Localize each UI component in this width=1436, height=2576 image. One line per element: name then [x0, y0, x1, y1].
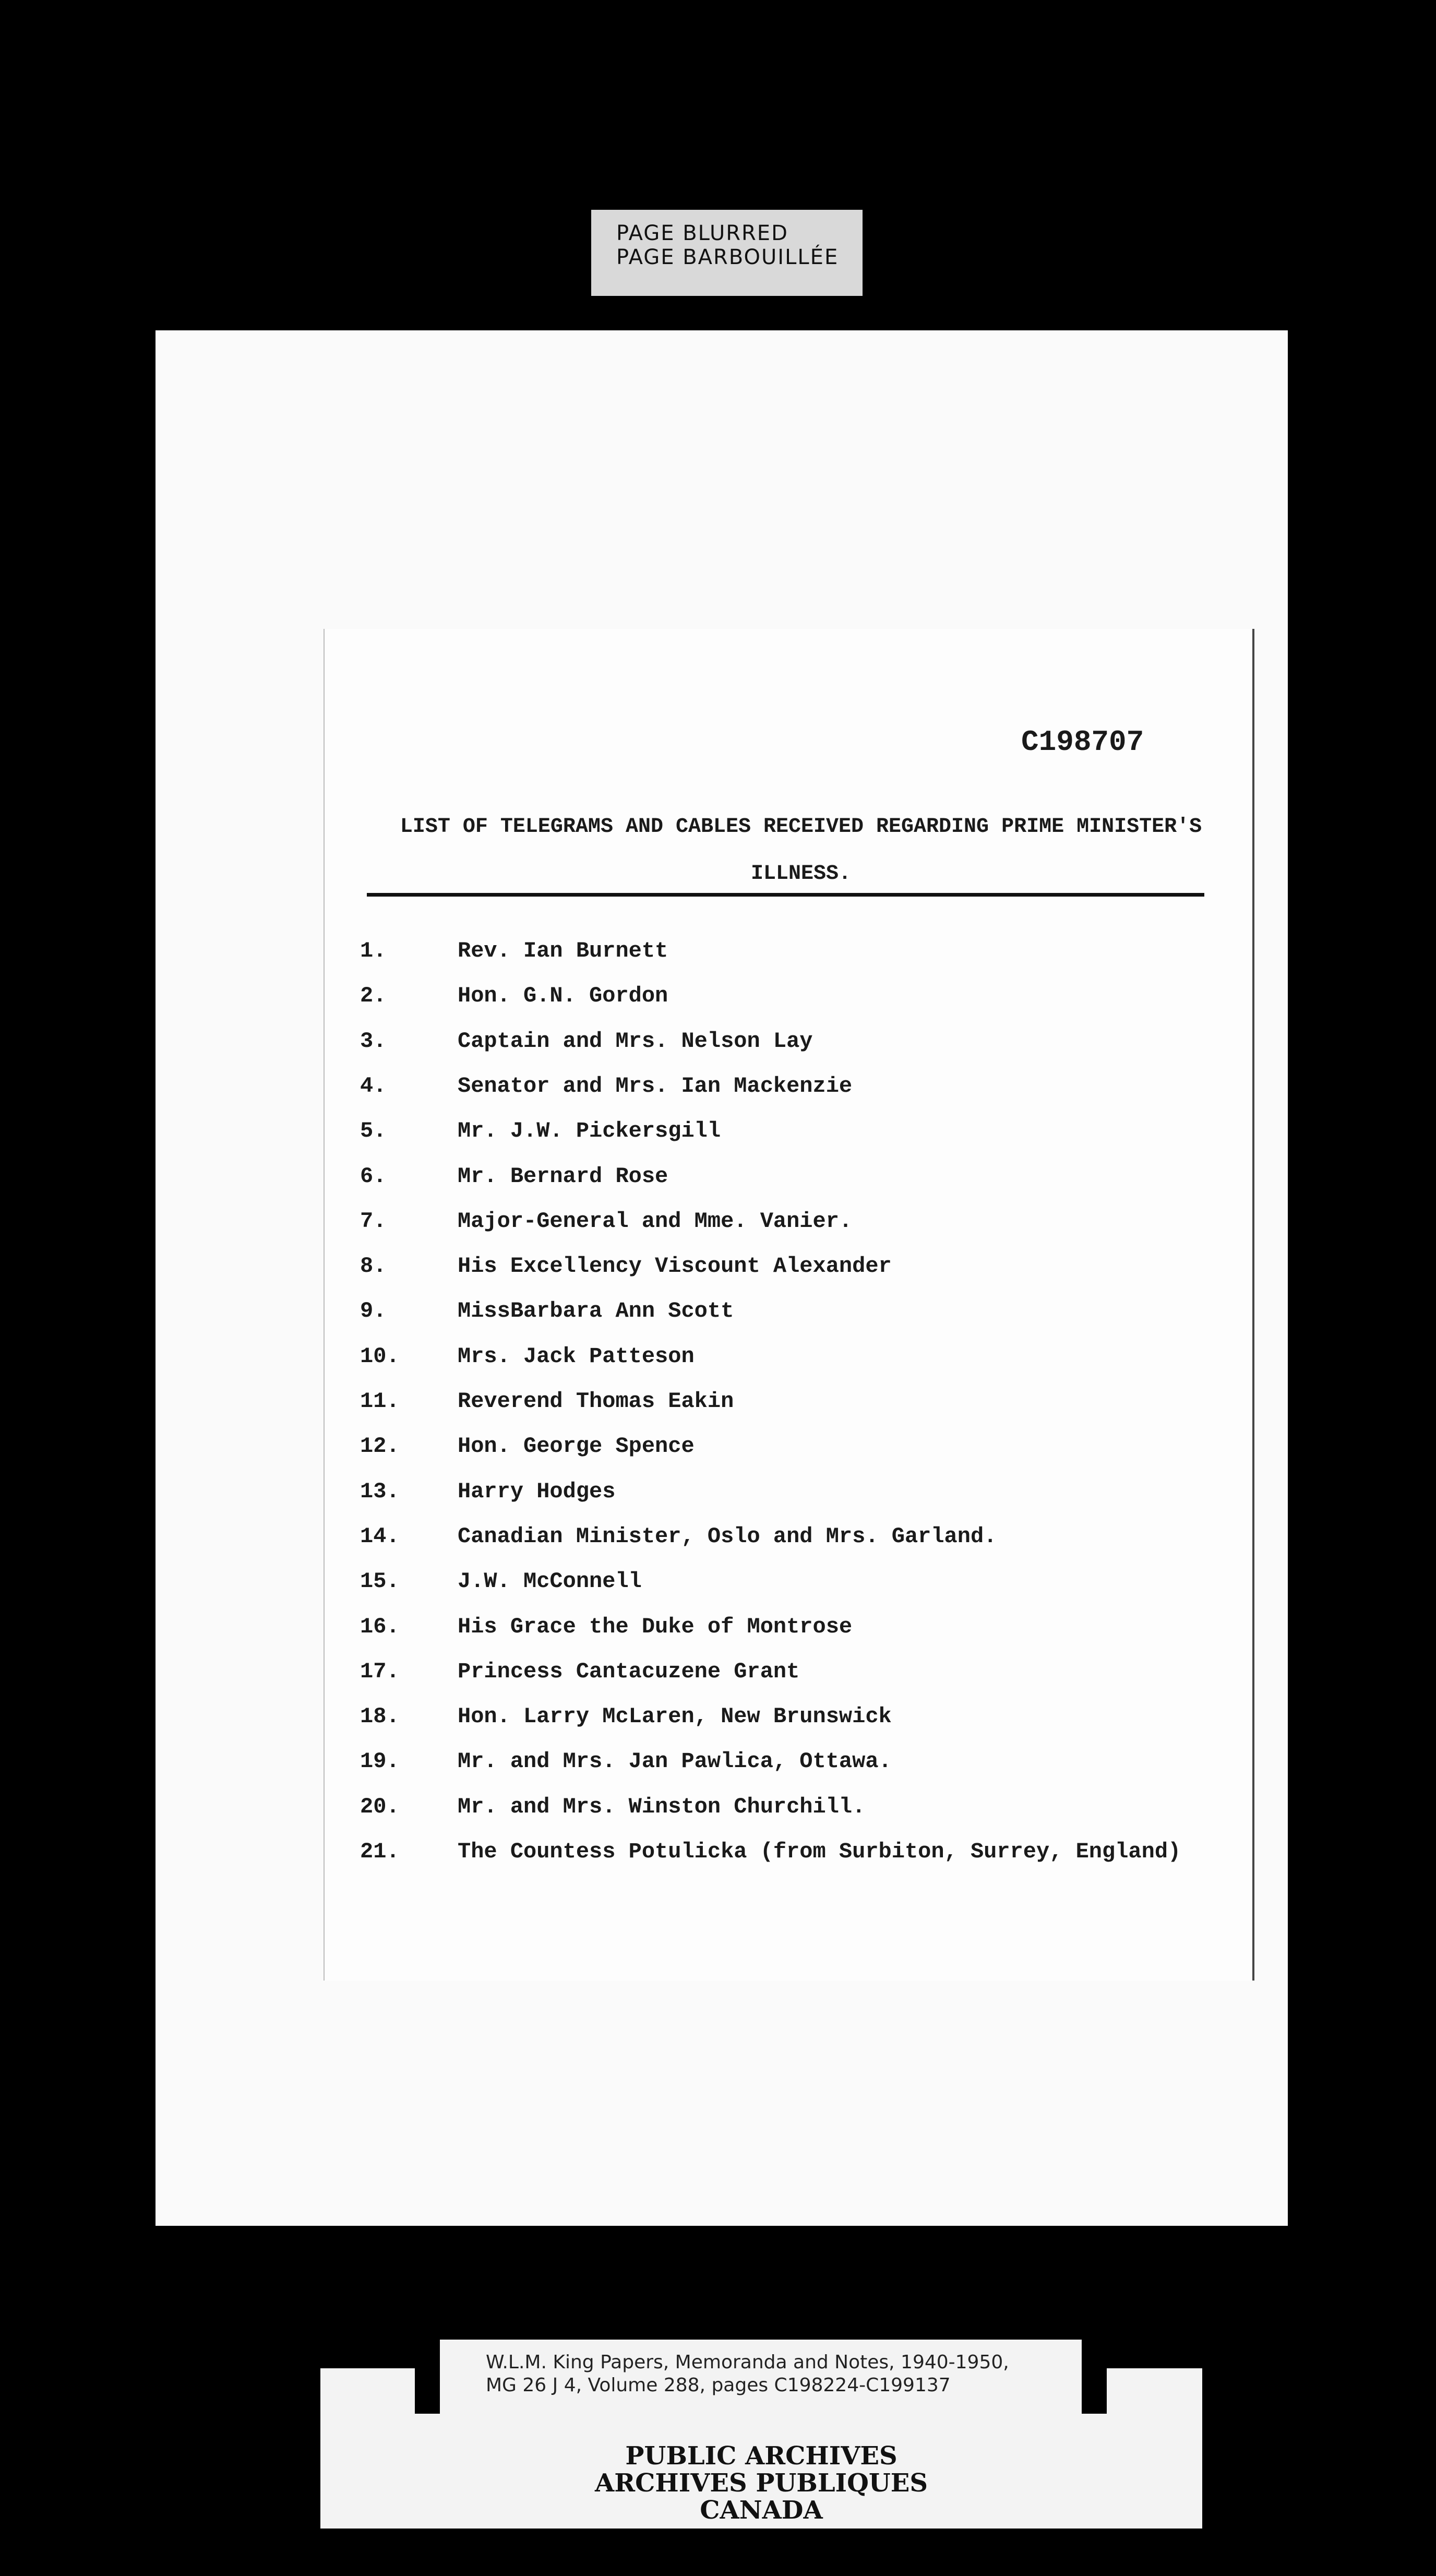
list-item-number: 16.	[360, 1614, 400, 1639]
heading-line-2: ILLNESS.	[750, 862, 852, 886]
list-item-number: 19.	[360, 1749, 400, 1774]
list-item-number: 5.	[360, 1118, 387, 1143]
list-item-number: 13.	[360, 1479, 400, 1504]
credit-line-2: MG 26 J 4, Volume 288, pages C198224-C199137	[486, 2375, 951, 2396]
label-line-french: PAGE BARBOUILLÉE	[616, 245, 839, 269]
panel-notch-left	[415, 2368, 440, 2414]
list-item-name: Captain and Mrs. Nelson Lay	[458, 1029, 813, 1054]
heading-underline	[367, 893, 1204, 897]
list-item-name: Harry Hodges	[458, 1479, 616, 1504]
list-item-name: Hon. George Spence	[458, 1434, 695, 1459]
list-item-name: Senator and Mrs. Ian Mackenzie	[458, 1074, 853, 1099]
list-item-name: Hon. G.N. Gordon	[458, 983, 668, 1008]
list-item-number: 10.	[360, 1344, 400, 1369]
credit-line-1: W.L.M. King Papers, Memoranda and Notes, 1940-1950,	[486, 2352, 1009, 2373]
archives-line-1: PUBLIC ARCHIVES	[625, 2441, 898, 2471]
list-item-number: 1.	[360, 938, 387, 963]
list-item-number: 9.	[360, 1298, 387, 1323]
list-item-number: 4.	[360, 1074, 387, 1099]
list-item-number: 12.	[360, 1434, 400, 1459]
list-item-name: Princess Cantacuzene Grant	[458, 1659, 800, 1684]
list-item-name: His Grace the Duke of Montrose	[458, 1614, 853, 1639]
document-heading	[368, 804, 1234, 898]
list-item-name: His Excellency Viscount Alexander	[458, 1254, 892, 1279]
list-item-name: Mr. J.W. Pickersgill	[458, 1118, 721, 1143]
list-item-number: 8.	[360, 1254, 387, 1279]
list-item-name: Major-General and Mme. Vanier.	[458, 1209, 853, 1234]
page-blurred-label	[591, 210, 863, 296]
label-line-english: PAGE BLURRED	[616, 221, 788, 245]
list-item-name: Mr. and Mrs. Winston Churchill.	[458, 1794, 866, 1819]
list-item-number: 6.	[360, 1164, 387, 1189]
list-item-number: 7.	[360, 1209, 387, 1234]
list-item-name: MissBarbara Ann Scott	[458, 1298, 734, 1323]
list-item-name: The Countess Potulicka (from Surbiton, Surrey, England)	[458, 1839, 1181, 1864]
list-item-name: Mr. and Mrs. Jan Pawlica, Ottawa.	[458, 1749, 892, 1774]
archives-line-2: ARCHIVES PUBLIQUES	[595, 2468, 928, 2498]
credit-caption	[440, 2340, 1082, 2413]
archives-line-3: CANADA	[700, 2496, 823, 2525]
list-item-number: 14.	[360, 1524, 400, 1549]
list-item-name: Reverend Thomas Eakin	[458, 1389, 734, 1414]
list-item-number: 15.	[360, 1569, 400, 1594]
panel-notch-right	[1082, 2368, 1107, 2414]
list-item-name: Hon. Larry McLaren, New Brunswick	[458, 1704, 892, 1729]
list-item-number: 18.	[360, 1704, 400, 1729]
document-number: C198707	[1021, 725, 1144, 759]
list-item-number: 3.	[360, 1029, 387, 1054]
list-item-number: 11.	[360, 1389, 400, 1414]
heading-line-1: LIST OF TELEGRAMS AND CABLES RECEIVED REGARDING PRIME MINISTER'S	[400, 815, 1202, 839]
list-item-number: 21.	[360, 1839, 400, 1864]
list-item-name: Rev. Ian Burnett	[458, 938, 668, 963]
list-item-number: 2.	[360, 983, 387, 1008]
list-item-name: Mrs. Jack Patteson	[458, 1344, 695, 1369]
list-item-name: Canadian Minister, Oslo and Mrs. Garland.	[458, 1524, 997, 1549]
list-item-name: Mr. Bernard Rose	[458, 1164, 668, 1189]
list-item-number: 17.	[360, 1659, 400, 1684]
archives-name	[320, 2442, 1202, 2524]
list-item-name: J.W. McConnell	[458, 1569, 642, 1594]
list-item-number: 20.	[360, 1794, 400, 1819]
